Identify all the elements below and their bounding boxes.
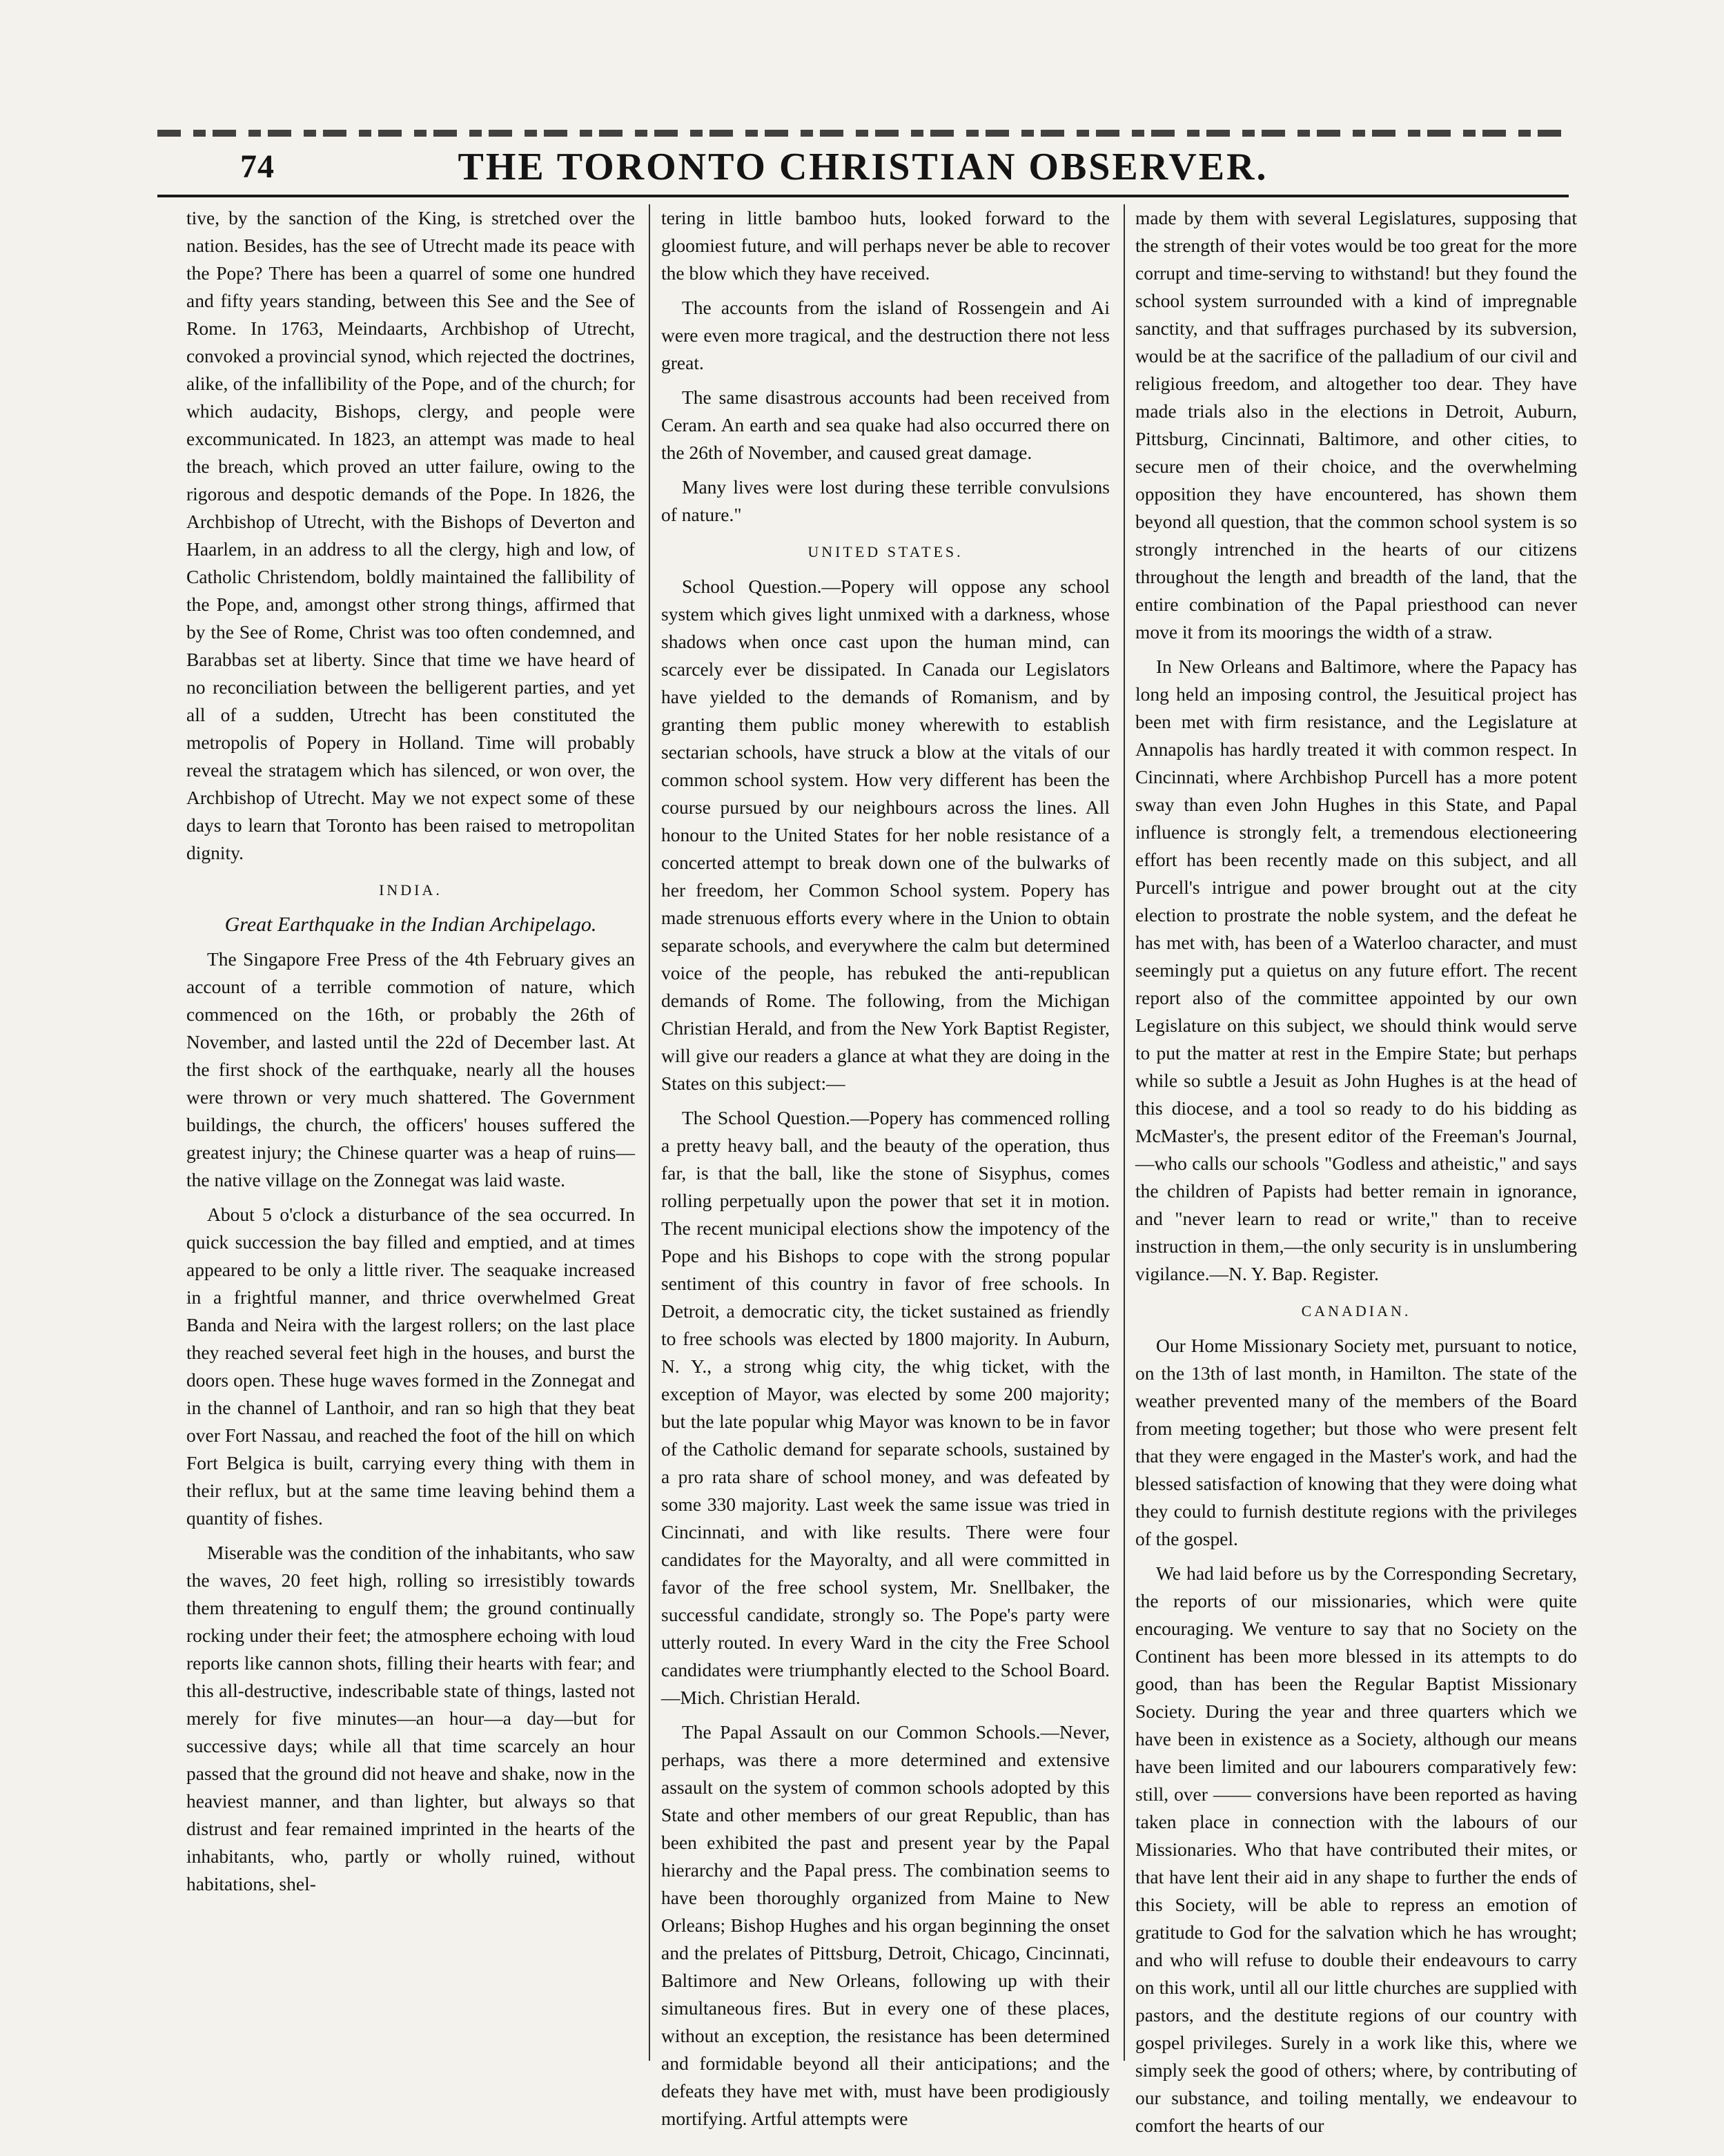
column-2 [661, 204, 1110, 2129]
masthead-rule [157, 195, 1569, 197]
column-1 [186, 204, 635, 2068]
article-paragraph: tering in little bamboo huts, looked forward to the gloomiest future, and will perhaps never be able to recover the blow which they have received. [661, 207, 1110, 284]
newspaper-title: THE TORONTO CHRISTIAN OBSERVER. [458, 146, 1268, 188]
article-paragraph: In New Orleans and Baltimore, where the Papacy has long held an imposing control, the Jesuitical project has been met with firm resistance, and the Legislature at Annapolis has hardly treated it with common respect. In Cincinnati, where Archbishop Purcell has a more potent sway than even John Hughes in this State, and Papal influence is strongly felt, a tremendous electioneering effort has been recently made on this subject, and all Purcell's intrigue and power brought out at the city election to prostrate the noble system, and the defeat he has met with, has been of a Waterloo character, and must seemingly put a quietus on any future effort. The recent report also of the committee appointed by our own Legislature on this subject, we should think would serve to put the matter at rest in the Empire State; but perhaps while so subtle a Jesuit as John Hughes is at the head of this diocese, and a tool so ready to do his bidding as McMaster's, the present editor of the Freeman's Journal,—who calls our schools "Godless and atheistic," and says the children of Papists had better remain in ignorance, and "never learn to read or write," than to receive instruction in them,—the only security is in unslumbering vigilance.—N. Y. Bap. Register. [1135, 656, 1577, 1284]
section-heading-india: INDIA. [379, 881, 442, 899]
column-divider-2 [1124, 204, 1125, 2061]
page-number: 74 [240, 148, 275, 185]
masthead [157, 145, 1569, 193]
article-paragraph: The School Question.—Popery has commenced rolling a pretty heavy ball, and the beauty of the operation, thus far, is that the ball, like the stone of Sisyphus, comes rolling perpetually upon the power that set it in motion. The recent municipal elections show the impotency of the Pope and his Bishops to cope with the strong popular sentiment of this country in favor of free schools. In Detroit, a democratic city, the ticket sustained as friendly to free schools was elected by 1800 majority. In Auburn, N. Y., a strong whig city, the whig ticket, with the exception of Mayor, was elected by some 200 majority; but the late popular whig Mayor was known to be in favor of the Catholic demand for separate schools, sustained by a pro rata share of school money, and was defeated by some 330 majority. Last week the same issue was tried in Cincinnati, and with like results. There were four candidates for the Mayoralty, and all were committed in favor of the free school system, Mr. Snellbaker, the successful candidate, strongly so. The Pope's party were utterly routed. In every Ward in the city the Free School candidates were triumphantly elected to the School Board.—Mich. Christian Herald. [661, 1107, 1110, 1708]
article-paragraph: Our Home Missionary Society met, pursuant to notice, on the 13th of last month, in Hamilton. The state of the weather prevented many of the members of the Board from meeting together; but those who were present felt that they were engaged in the Master's work, and had the blessed satisfaction of knowing that they were doing what they could to furnish destitute regions with the privileges of the gospel. [1135, 1335, 1577, 1549]
column-3 [1135, 204, 1577, 2136]
article-paragraph: Miserable was the condition of the inhabitants, who saw the waves, 20 feet high, rolling so irresistibly towards them threatening to engulf them; the ground continually rocking under their feet; the atmosphere echoing with loud reports like cannon shots, filling their hearts with fear; and this all-destructive, indescribable state of things, lasted not merely for five minutes—an hour—a day—but for successive days; while all that time scarcely an hour passed that the ground did not heave and shake, now in the heaviest manner, and than lighter, but always so that distrust and fear remained imprinted in the hearts of the inhabitants, who, partly or wholly ruined, without habitations, shel- [186, 1542, 635, 1894]
article-paragraph: We had laid before us by the Corresponding Secretary, the reports of our missionaries, which were quite encouraging. We venture to say that no Society on the Continent has been more blessed in its attempts to do good, than has been the Regular Baptist Missionary Society. During the year and three quarters which we have been in existence as a Society, although our means have been limited and our labourers comparatively few: still, over —— conversions have been reported as having taken place in connection with the labours of our Missionaries. Who that have contributed their mites, or that have lent their aid in any shape to further the ends of this Society, will be able to repress an emotion of gratitude to God for the salvation which he has wrought; and who will refuse to double their endeavours to carry on this work, until all our little churches are supplied with pastors, and the destitute regions of our country with gospel privileges. Surely in a work like this, where we simply seek the good of others; where, by contributing of our substance, and toiling mentally, we endeavour to comfort the hearts of our [1135, 1562, 1577, 2136]
article-paragraph: The Singapore Free Press of the 4th February gives an account of a terrible commotion of nature, which commenced on the 16th, or probably the 26th of November, and lasted until the 22d of December last. At the first shock of the earthquake, nearly all the houses were thrown or very much shattered. The Government buildings, the church, the officers' houses suffered the greatest injury; the Chinese quarter was a heap of ruins—the native village on the Zonnegat was laid waste. [186, 948, 635, 1190]
article-paragraph: The accounts from the island of Rossengein and Ai were even more tragical, and the destruction there not less great. [661, 297, 1110, 373]
article-paragraph: The Papal Assault on our Common Schools.—Never, perhaps, was there a more determined and extensive assault on the system of common schools adopted by this State and other members of our great Republic, than has been exhibited the past and present year by the Papal hierarchy and the Papal press. The combination seems to have been thoroughly organized from Maine to New Orleans; Bishop Hughes and his organ beginning the onset and the prelates of Pittsburg, Detroit, Chicago, Cincinnati, Baltimore and New Orleans, following up with their simultaneous fires. But in every one of these places, without an exception, the resistance has been determined and formidable beyond all their anticipations; and the defeats they have met with, must have been prodigiously mortifying. Artful attempts were [661, 1721, 1110, 2129]
article-paragraph: School Question.—Popery will oppose any school system which gives light unmixed with a darkness, whose shadows when once cast upon the human mind, can scarcely ever be dissipated. In Canada our Legislators have yielded to the demands of Romanism, and by granting them public money wherewith to establish sectarian schools, have struck a blow at the vitals of our common school system. How very different has been the course pursued by our neighbours across the lines. All honour to the United States for her noble resistance of a concerted attempt to break down one of the bulwarks of her freedom, her Common School system. Popery has made strenuous efforts every where in the Union to obtain separate schools, and everywhere the calm but determined voice of the people, has rebuked the anti-republican demands of Rome. The following, from the Michigan Christian Herald, and from the New York Baptist Register, will give our readers a glance at what they are doing in the States on this subject:— [661, 576, 1110, 1094]
section-heading-united-states: UNITED STATES. [807, 543, 963, 560]
article-paragraph: The same disastrous accounts had been received from Ceram. An earth and sea quake had also occurred there on the 26th of November, and caused great damage. [661, 386, 1110, 463]
article-paragraph: tive, by the sanction of the King, is stretched over the nation. Besides, has the see of Utrecht made its peace with the Pope? There has been a quarrel of some one hundred and fifty years standing, between this See and the See of Rome. In 1763, Meindaarts, Archbishop of Utrecht, convoked a provincial synod, which rejected the doctrines, alike, of the infallibility of the Pope, and of the church; for which audacity, Bishops, clergy, and people were excommunicated. In 1823, an attempt was made to heal the breach, which proved an utter failure, owing to the rigorous and despotic demands of the Pope. In 1826, the Archbishop of Utrecht, with the Bishops of Deverton and Haarlem, in an address to all the clergy, high and low, of Catholic Christendom, boldly maintained the fallibility of the Pope, and, amongst other strong things, affirmed that by the See of Rome, Christ was too often condemned, and Barabbas set at liberty. Since that time we have heard of no reconciliation between the belligerent parties, and yet all of a sudden, Utrecht has been constituted the metropolis of Popery in Holland. Time will probably reveal the stratagem which has silenced, or won over, the Archbishop of Utrecht. May we not expect some of these days to learn that Toronto has been raised to metropolitan dignity. [186, 207, 635, 863]
article-subheading: Great Earthquake in the Indian Archipelago. [224, 913, 597, 936]
section-heading-canadian: CANADIAN. [1301, 1302, 1411, 1320]
article-paragraph: Many lives were lost during these terrible convulsions of nature." [661, 476, 1110, 525]
article-paragraph: made by them with several Legislatures, supposing that the strength of their votes would be too great for the more corrupt and time-serving to withstand! but they found the school system surrounded with a kind of impregnable sanctity, and that suffrages purchased by its subversion, would be at the sacrifice of the palladium of our civil and religious freedom, and altogether too dear. They have made trials also in the elections in Detroit, Auburn, Pittsburg, Cincinnati, Baltimore, and other cities, to secure men of their choice, and the overwhelming opposition they have encountered, has shown them beyond all question, that the common school system is so strongly intrenched in the hearts of our citizens throughout the length and breadth of the land, that the entire combination of the Papal priesthood can never move it from its moorings the width of a straw. [1135, 207, 1577, 643]
article-paragraph: About 5 o'clock a disturbance of the sea occurred. In quick succession the bay filled and emptied, and at times appeared to be only a little river. The seaquake increased in a frightful manner, and thrice overwhelmed Great Banda and Neira with the largest rollers; on the last place they reached several feet high in the houses, and burst the doors open. These huge waves formed in the Zonnegat and in the channel of Lanthoir, and ran so high that they beat over Fort Nassau, and reached the foot of the hill on which Fort Belgica is built, carrying every thing with them in their reflux, but at the same time leaving behind them a quantity of fishes. [186, 1204, 635, 1529]
top-decorative-rule [157, 130, 1569, 137]
column-divider-1 [649, 204, 650, 2061]
